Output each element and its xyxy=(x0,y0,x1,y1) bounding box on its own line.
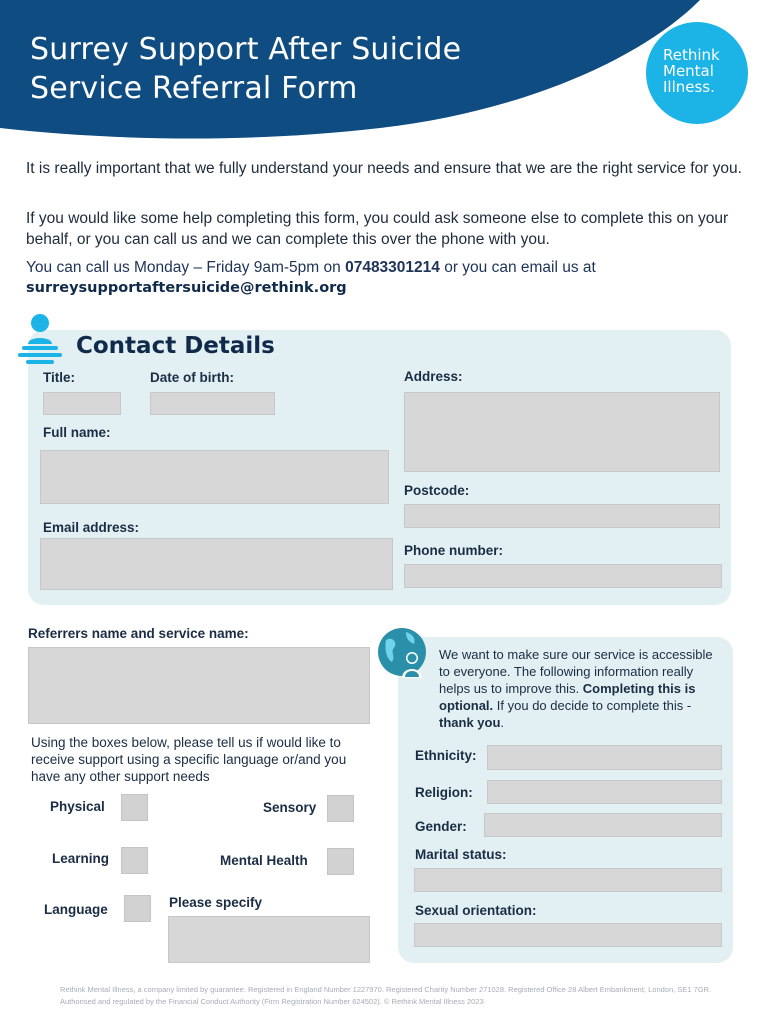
marital-status-label: Marital status: xyxy=(415,847,507,862)
equality-text-mid: If you do decide to complete this - xyxy=(493,698,692,713)
fullname-label: Full name: xyxy=(43,425,111,440)
postcode-label: Postcode: xyxy=(404,483,470,498)
gender-label: Gender: xyxy=(415,819,467,834)
gender-field[interactable] xyxy=(484,813,722,837)
referrer-field[interactable] xyxy=(28,647,370,724)
please-specify-field[interactable] xyxy=(168,916,370,963)
intro-paragraph-2: If you would like some help completing this form, you could ask someone else to complete this on your behalf, or you can call us and we can complete this over the phone with you. xyxy=(26,210,729,248)
call-text: You can call us Monday – Friday 9am-5pm on xyxy=(26,259,346,276)
phone-number-field[interactable] xyxy=(404,564,722,588)
footer-line-2: Authorised and regulated by the Financial Conduct Authority (Firm Registration Number 624502). © Rethink Mental Illness 2023 xyxy=(60,997,484,1006)
sensory-checkbox[interactable] xyxy=(327,795,354,822)
phone-number[interactable]: 07483301214 xyxy=(345,259,440,276)
equality-text-start: We want to make sure our service is accessible to everyone. The following information really helps us to improve this. xyxy=(439,647,713,696)
email-link[interactable]: surreysupportaftersuicide@rethink.org xyxy=(26,280,347,296)
language-label: Language xyxy=(44,902,108,917)
ethnicity-label: Ethnicity: xyxy=(415,748,477,763)
learning-label: Learning xyxy=(52,851,110,866)
support-needs-intro: Using the boxes below, please tell us if would like to receive support using a specific language or/and you have any other support needs xyxy=(31,735,347,784)
phone-number-label: Phone number: xyxy=(404,543,504,558)
equality-info-text xyxy=(439,646,724,731)
referrer-label: Referrers name and service name: xyxy=(28,626,249,641)
thank-you-text: thank you xyxy=(439,715,501,730)
mental-health-label: Mental Health xyxy=(220,853,308,868)
logo-line-2: Mental xyxy=(663,62,714,80)
dob-field[interactable] xyxy=(150,392,275,415)
language-checkbox[interactable] xyxy=(124,895,151,922)
please-specify-label: Please specify xyxy=(169,895,263,910)
email-text: or you can email us at xyxy=(439,259,596,276)
ethnicity-field[interactable] xyxy=(487,745,722,770)
sexual-orientation-field[interactable] xyxy=(414,923,722,947)
globe-people-icon xyxy=(376,626,432,682)
footer-line-1: Rethink Mental Illness, a company limited by guarantee. Registered in England Number 1227970. Registered Charity Number 271028. Registered Office 28 Albert Embankment, London, SE1 7GR. xyxy=(60,985,712,994)
intro-paragraph-3 xyxy=(26,257,742,299)
footer-legal xyxy=(60,984,720,1008)
learning-checkbox[interactable] xyxy=(121,847,148,874)
religion-field[interactable] xyxy=(487,780,722,804)
logo-line-1: Rethink xyxy=(663,46,720,64)
title-field[interactable] xyxy=(43,392,121,415)
dob-label: Date of birth: xyxy=(150,370,234,385)
physical-label: Physical xyxy=(50,799,105,814)
contact-details-heading: Contact Details xyxy=(76,333,275,359)
intro-paragraph-1: It is really important that we fully understand your needs and ensure that we are the right service for you. xyxy=(26,160,742,177)
email-address-field[interactable] xyxy=(40,538,393,590)
mental-health-checkbox[interactable] xyxy=(327,848,354,875)
logo-line-3: Illness. xyxy=(663,78,715,96)
address-field[interactable] xyxy=(404,392,720,472)
person-icon xyxy=(16,312,64,364)
equality-text-end: . xyxy=(500,715,505,730)
title-line-1: Surrey Support After Suicide xyxy=(30,32,462,67)
fullname-field[interactable] xyxy=(40,450,389,504)
address-label: Address: xyxy=(404,369,463,384)
email-address-label: Email address: xyxy=(43,520,140,535)
physical-checkbox[interactable] xyxy=(121,794,148,821)
title-line-2: Service Referral Form xyxy=(30,71,358,106)
optional-note: Completing this is optional. xyxy=(439,681,696,713)
sensory-label: Sensory xyxy=(263,800,317,815)
religion-label: Religion: xyxy=(415,785,473,800)
marital-status-field[interactable] xyxy=(414,868,722,892)
title-label: Title: xyxy=(43,370,76,385)
page-title xyxy=(30,30,461,108)
sexual-orientation-label: Sexual orientation: xyxy=(415,903,537,918)
rethink-logo xyxy=(646,22,748,124)
postcode-field[interactable] xyxy=(404,504,720,528)
